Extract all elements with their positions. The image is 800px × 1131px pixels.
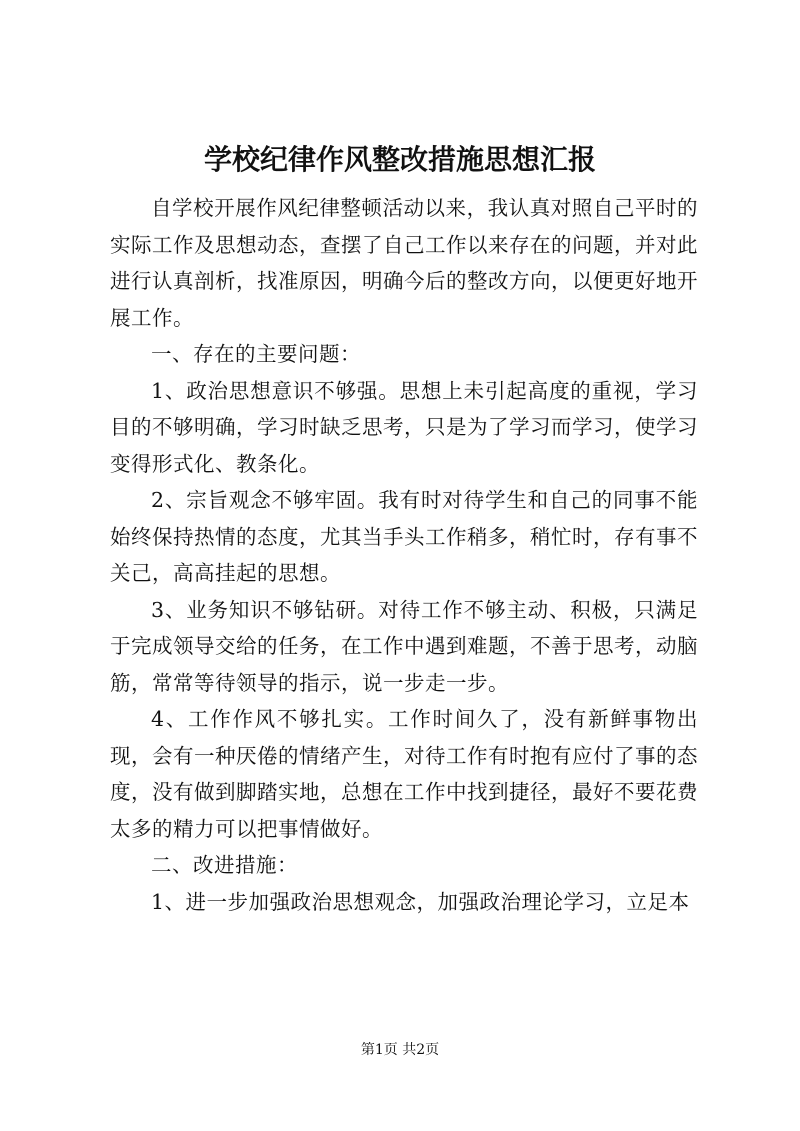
paragraph-problem-2: 2、宗旨观念不够牢固。我有时对待学生和自己的同事不能始终保持热情的态度，尤其当手头工作稍多，稍忙时，存有事不关己，高高挂起的思想。 bbox=[110, 488, 698, 585]
paragraph-measure-1: 1、进一步加强政治思想观念，加强政治理论学习，立足本 bbox=[151, 889, 690, 914]
section-heading-measures: 二、改进措施： bbox=[151, 853, 298, 877]
paragraph-problem-3: 3、业务知识不够钻研。对待工作不够主动、积极，只满足于完成领导交给的任务，在工作中遇到难题，不善于思考，动脑筋，常常等待领导的指示，说一步走一步。 bbox=[110, 597, 698, 695]
section-heading-problems: 一、存在的主要问题： bbox=[151, 342, 361, 366]
page-footer: 第1页 共2页 bbox=[360, 1042, 440, 1058]
document-title: 学校纪律作风整改措施思想汇报 bbox=[203, 143, 596, 176]
document-body bbox=[110, 190, 698, 920]
paragraph-problem-1: 1、政治思想意识不够强。思想上未引起高度的重视，学习目的不够明确，学习时缺乏思考，只是为了学习而学习，使学习变得形式化、教条化。 bbox=[110, 378, 698, 476]
paragraph-intro: 自学校开展作风纪律整顿活动以来，我认真对照自己平时的实际工作及思想动态，查摆了自己工作以来存在的问题，并对此进行认真剖析，找准原因，明确今后的整改方向，以便更好地开展工作。 bbox=[110, 196, 698, 330]
paragraph-problem-4: 4、工作作风不够扎实。工作时间久了，没有新鲜事物出现，会有一种厌倦的情绪产生，对待工作有时抱有应付了事的态度，没有做到脚踏实地，总想在工作中找到捷径，最好不要花费太多的精力可以把事情做好。 bbox=[110, 707, 698, 841]
